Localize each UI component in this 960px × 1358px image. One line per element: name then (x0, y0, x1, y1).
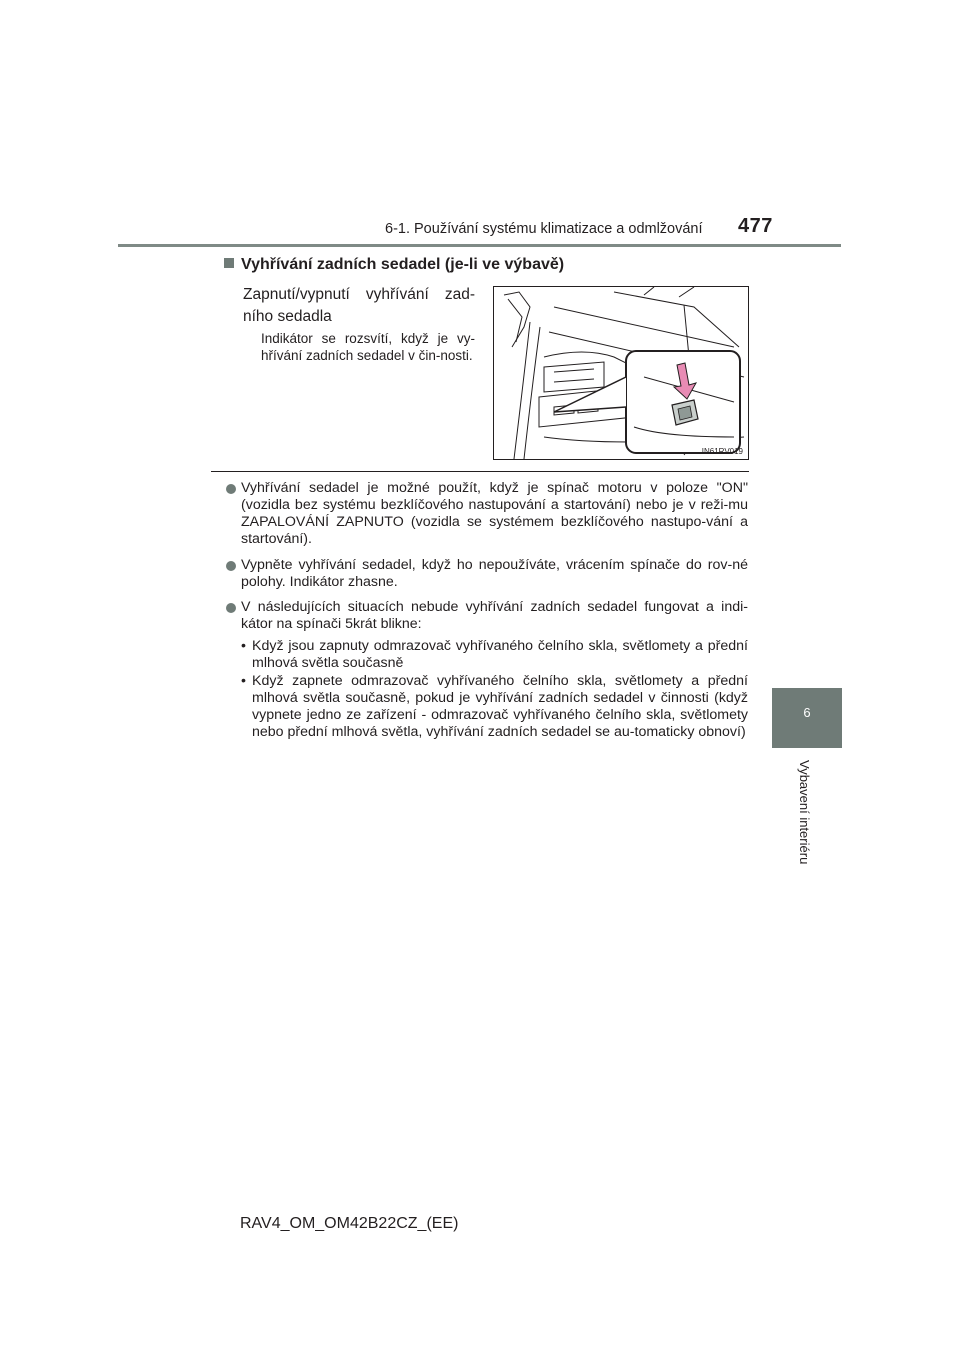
sub-bullet-icon: • (241, 638, 246, 654)
sub-item-text: Když zapnete odmrazovač vyhřívaného čelního skla, světlomety a přední mlhová světla současně, pokud je vyhřívání zadních sedadel v činnosti (když vypnete jedno ze zařízení - odmrazovač vyhřívaného čelního skla, světlomety nebo přední mlhová světla, vyhřívání zadních sedadel se au-tomaticky obnoví) (252, 673, 748, 740)
door-switch-illustration (494, 287, 748, 459)
sub-item (239, 638, 748, 672)
chapter-tab: 6 (772, 688, 842, 748)
bullet-text: Vypněte vyhřívání sedadel, když ho nepoužíváte, vrácením spínače do rov-né polohy. Indikátor zhasne. (241, 557, 748, 590)
bullet-dot-icon (226, 603, 236, 613)
bullet-item (226, 480, 748, 548)
bullet-dot-icon (226, 484, 236, 494)
page-number: 477 (738, 215, 773, 237)
chapter-side-label: Vybavení interiéru (797, 760, 812, 865)
sub-item-text: Když jsou zapnuty odmrazovač vyhřívaného čelního skla, světlomety a přední mlhová světla současně (252, 638, 748, 671)
bullet-text: Vyhřívání sedadel je možné použít, když je spínač motoru v poloze "ON" (vozidla bez systému bezklíčového nastupování a startování) nebo je v reži-mu ZAPALOVÁNÍ ZAPNUTO (vozidla se systémem bezklíčového nastupo-vání a startování). (241, 480, 748, 547)
header-title: 6-1. Používání systému klimatizace a odmlžování (385, 221, 703, 237)
bullet-item (226, 599, 748, 633)
section-divider (211, 471, 749, 472)
figure-code: IN61RV019 (701, 447, 743, 456)
header-rule (118, 244, 841, 247)
bullet-text: V následujících situacích nebude vyhřívání zadních sedadel fungovat a indi-kátor na spínači 5krát blikne: (241, 599, 748, 632)
sub-item (239, 673, 748, 741)
lead-text: Zapnutí/vypnutí vyhřívání zad-ního sedadla (243, 286, 475, 325)
section-heading (224, 256, 564, 274)
note-text: Indikátor se rozsvítí, když je vy-hřívání zadních sedadel v čin-nosti. (261, 331, 475, 363)
section-heading-text: Vyhřívání zadních sedadel (je-li ve výbavě) (241, 256, 565, 273)
bullet-dot-icon (226, 561, 236, 571)
bullet-item (226, 557, 748, 591)
footer-code: RAV4_OM_OM42B22CZ_(EE) (240, 1215, 459, 1232)
rear-seat-heater-figure (493, 286, 749, 460)
sub-bullet-icon: • (241, 673, 246, 689)
section-square-icon (224, 258, 234, 268)
